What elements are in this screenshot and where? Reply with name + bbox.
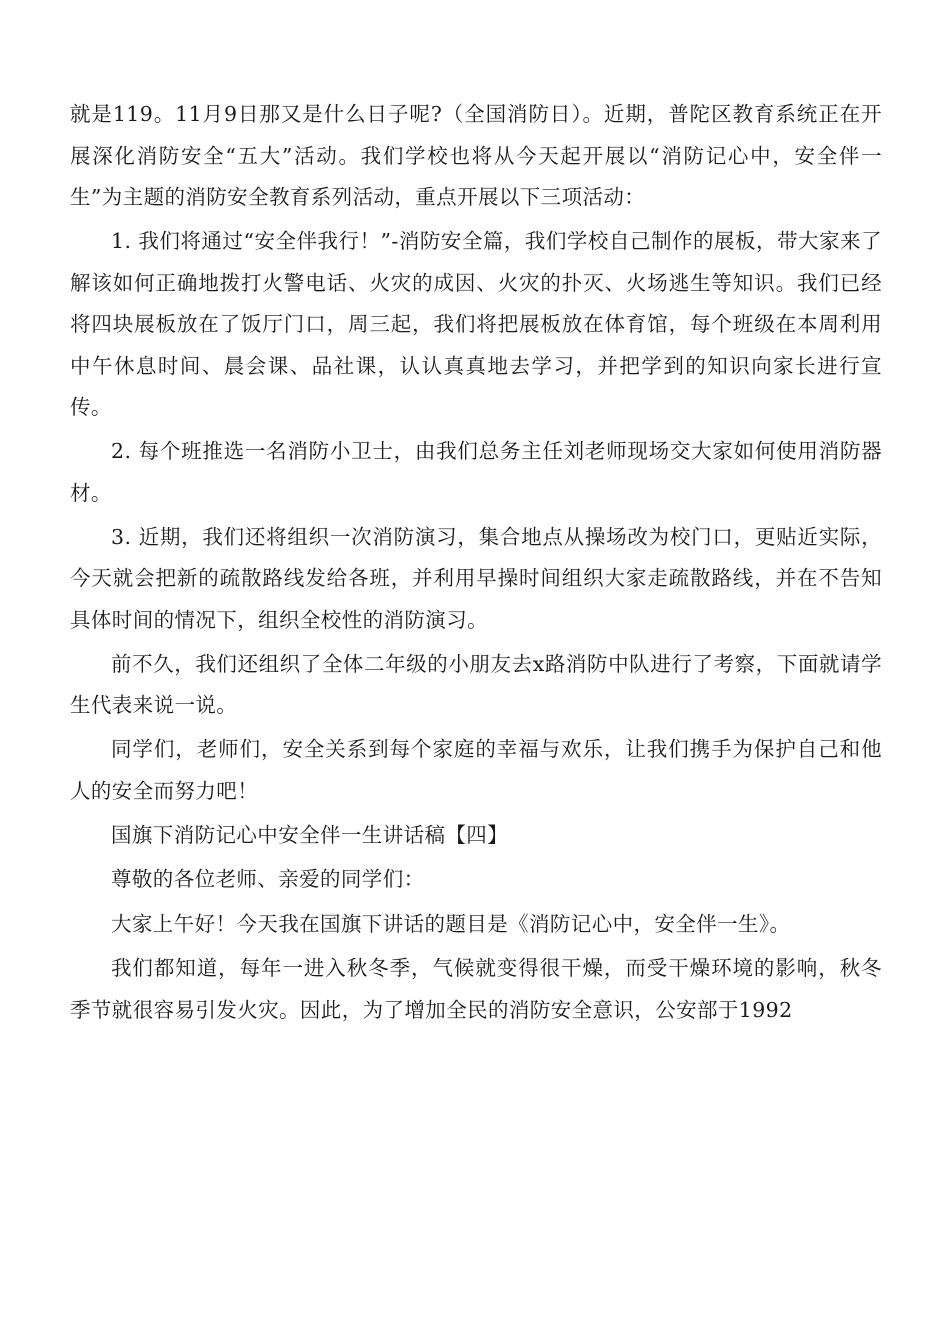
paragraph-activity-3: 3. 近期，我们还将组织一次消防演习，集合地点从操场改为校门口，更贴近实际，今天就会把新的疏散路线发给各班，并利用早操时间组织大家走疏散路线，并在不告知具体时间的情况下，组织全校性的消防演习。 bbox=[70, 524, 882, 632]
paragraph-greeting: 大家上午好！今天我在国旗下讲话的题目是《消防记心中，安全伴一生》。 bbox=[111, 911, 791, 936]
paragraph-activity-1: 1. 我们将通过“安全伴我行！”-消防安全篇，我们学校自己制作的展板，带大家来了解该如何正确地拨打火警电话、火灾的成因、火灾的扑灭、火场逃生等知识。我们已经将四块展板放在了饭厅门口，周三起，我们将把展板放在体育馆，每个班级在本周利用中午休息时间、晨会课、品社课，认认真真地去学习，并把学到的知识向家长进行宣传。 bbox=[70, 229, 882, 419]
paragraph-intro-continuation: 就是119。11月9日那又是什么日子呢?（全国消防日）。近期，普陀区教育系统正在开展深化消防安全“五大”活动。我们学校也将从今天起开展以“消防记心中，安全伴一生”为主题的消防安全教育系列活动，重点开展以下三项活动： bbox=[70, 102, 882, 209]
paragraph-salutation: 尊敬的各位老师、亲爱的同学们： bbox=[111, 867, 425, 891]
paragraph-autumn-fire: 我们都知道，每年一进入秋冬季，气候就变得很干燥，而受干燥环境的影响，秋冬季节就很容易引发火灾。因此，为了增加全民的消防安全意识，公安部于1992 bbox=[70, 956, 882, 1022]
document-body bbox=[70, 94, 882, 1034]
section-heading: 国旗下消防记心中安全伴一生讲话稿【四】 bbox=[111, 822, 509, 847]
paragraph-visit: 前不久，我们还组织了全体二年级的小朋友去x路消防中队进行了考察，下面就请学生代表来说一说。 bbox=[70, 651, 882, 717]
paragraph-closing: 同学们，老师们，安全关系到每个家庭的幸福与欢乐，让我们携手为保护自己和他人的安全而努力吧！ bbox=[70, 737, 882, 803]
paragraph-activity-2: 2. 每个班推选一名消防小卫士，由我们总务主任刘老师现场交大家如何使用消防器材。 bbox=[70, 439, 882, 505]
